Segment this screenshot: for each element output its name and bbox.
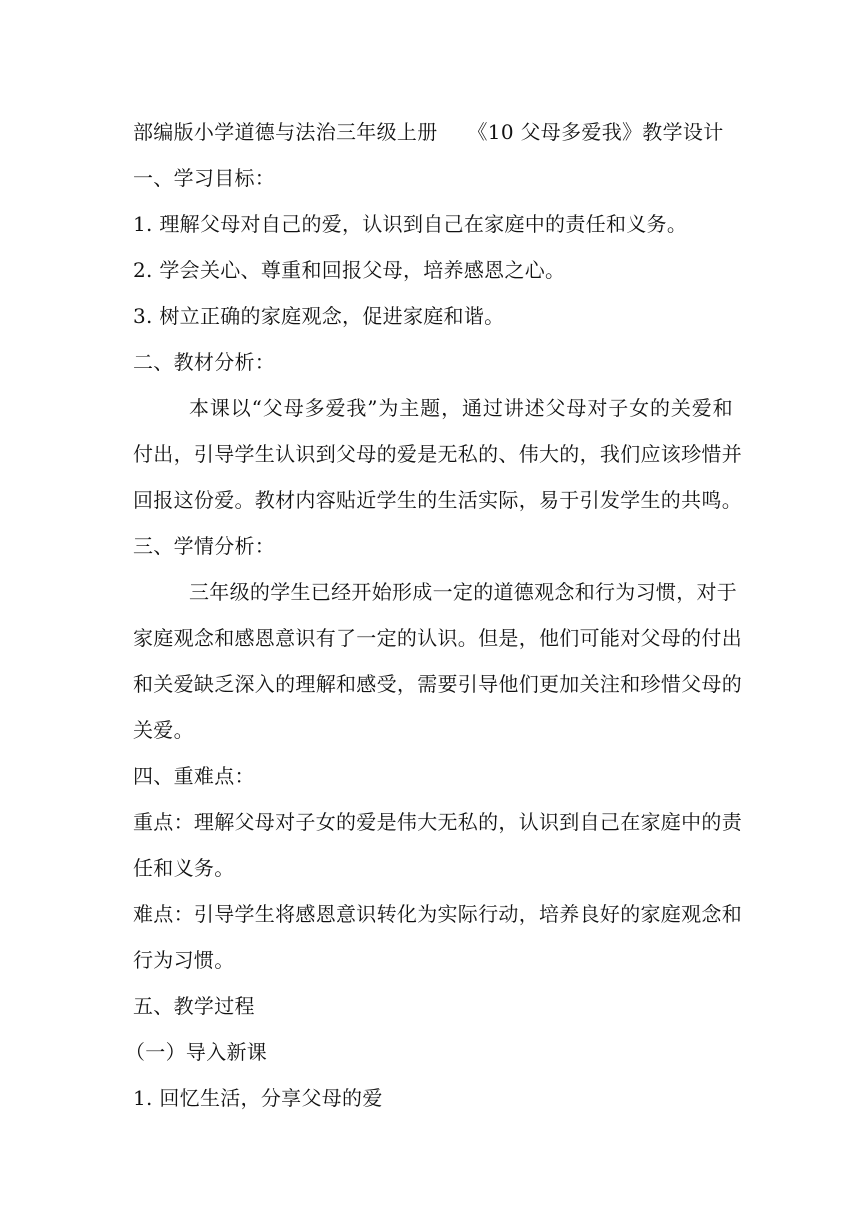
- paragraph-line: 付出，引导学生认识到父母的爱是无私的、伟大的，我们应该珍惜并: [133, 442, 742, 466]
- goal-item-1: 1. 理解父母对自己的爱，认识到自己在家庭中的责任和义务。: [133, 212, 688, 236]
- paragraph-line: 行为习惯。: [133, 948, 235, 972]
- paragraph-line: 家庭观念和感恩意识有了一定的认识。但是，他们可能对父母的付出: [133, 626, 742, 650]
- section-heading-student-analysis: 三、学情分析：: [133, 534, 276, 558]
- document-title: [133, 113, 733, 151]
- title-part-1: 部编版小学道德与法治三年级上册: [133, 120, 438, 144]
- paragraph-line: 三年级的学生已经开始形成一定的道德观念和行为习惯，对于: [189, 580, 738, 604]
- textbook-analysis-paragraph: [133, 389, 742, 519]
- document-body: [125, 113, 742, 1125]
- section-heading-teaching-process: 五、教学过程: [133, 994, 255, 1018]
- paragraph-line: 和关爱缺乏深入的理解和感受，需要引导他们更加关注和珍惜父母的: [133, 672, 742, 696]
- student-analysis-paragraph: [133, 573, 742, 749]
- step-item-1: 1. 回忆生活，分享父母的爱: [133, 1086, 383, 1110]
- paragraph-line: 本课以“父母多爱我”为主题，通过讲述父母对子女的关爱和: [189, 396, 733, 420]
- difficulty-paragraph: [133, 895, 742, 979]
- title-part-2: 《10 父母多爱我》教学设计: [467, 120, 724, 144]
- paragraph-line: 任和义务。: [133, 856, 235, 880]
- key-point-paragraph: [133, 803, 742, 887]
- paragraph-line: 难点：引导学生将感恩意识转化为实际行动，培养良好的家庭观念和: [133, 902, 742, 926]
- section-heading-learning-goals: 一、学习目标：: [133, 166, 276, 190]
- goal-item-3: 3. 树立正确的家庭观念，促进家庭和谐。: [133, 304, 505, 328]
- goal-item-2: 2. 学会关心、尊重和回报父母，培养感恩之心。: [133, 258, 566, 282]
- paragraph-line: 关爱。: [133, 718, 194, 742]
- paragraph-line: 重点：理解父母对子女的爱是伟大无私的，认识到自己在家庭中的责: [133, 810, 742, 834]
- section-heading-key-difficulties: 四、重难点：: [133, 764, 255, 788]
- subsection-heading-intro: （一）导入新课: [125, 1040, 268, 1064]
- paragraph-line: 回报这份爱。教材内容贴近学生的生活实际，易于引发学生的共鸣。: [133, 488, 742, 512]
- section-heading-textbook-analysis: 二、教材分析：: [133, 350, 276, 374]
